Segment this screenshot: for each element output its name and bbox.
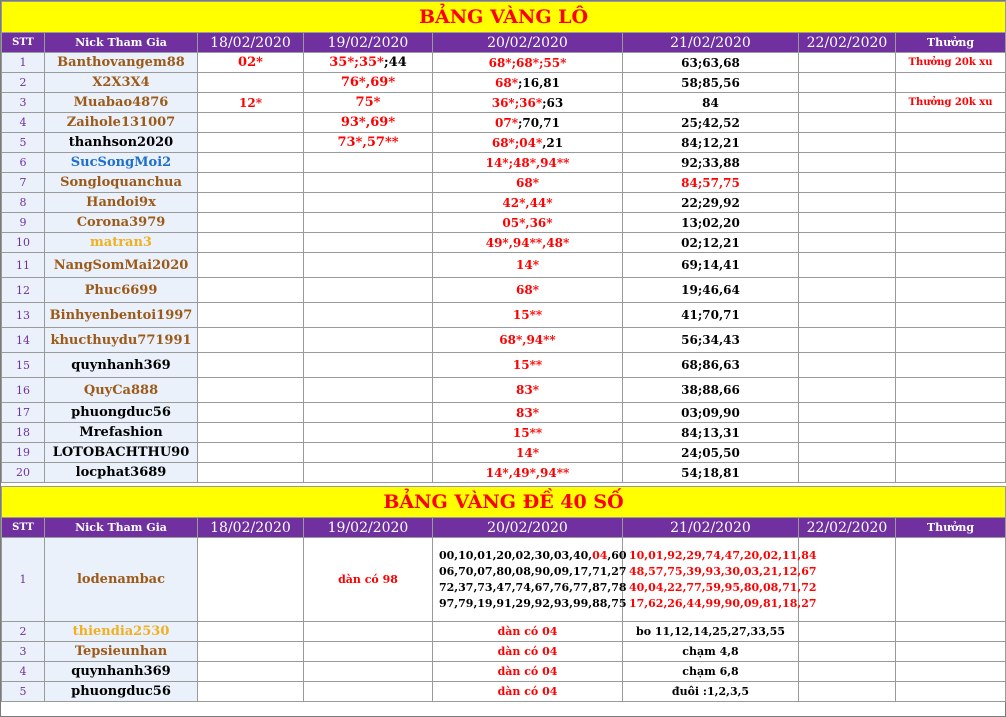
cell-reward (896, 682, 1006, 702)
cell-reward (896, 328, 1006, 353)
row-nick: locphat3689 (45, 463, 198, 483)
cell-20: 15** (433, 353, 623, 378)
cell-20: 14*,49*,94** (433, 463, 623, 483)
row-stt: 4 (2, 113, 45, 133)
cell-19 (304, 253, 433, 278)
cell-18 (198, 233, 304, 253)
cell-21-number-list (623, 538, 817, 622)
cell-reward (896, 73, 1006, 93)
cell-21: chạm 4,8 (623, 642, 799, 662)
cell-reward (896, 133, 1006, 153)
row-stt: 18 (2, 423, 45, 443)
cell-21: đuôi :1,2,3,5 (623, 682, 799, 702)
cell-18 (198, 423, 304, 443)
cell-22 (799, 443, 896, 463)
number-text: ,60 (607, 548, 627, 562)
cell-21: 56;34,43 (623, 328, 799, 353)
cell-21: 41;70,71 (623, 303, 799, 328)
cell-19: dàn có 98 (304, 538, 433, 622)
cell-18 (198, 253, 304, 278)
row-stt: 4 (2, 662, 45, 682)
cell-20: 68*,94** (433, 328, 623, 353)
cell-19 (304, 403, 433, 423)
row-stt: 2 (2, 622, 45, 642)
cell-18 (198, 378, 304, 403)
row-nick: Mrefashion (45, 423, 198, 443)
row-nick: QuyCa888 (45, 378, 198, 403)
cell-20-hit: 07* (495, 115, 518, 130)
row-stt: 15 (2, 353, 45, 378)
cell-21: 03;09,90 (623, 403, 799, 423)
cell-18 (198, 353, 304, 378)
row-stt: 13 (2, 303, 45, 328)
cell-19 (304, 233, 433, 253)
cell-18 (198, 642, 304, 662)
cell-reward (896, 662, 1006, 682)
cell-21: 92;33,88 (623, 153, 799, 173)
cell-22 (799, 278, 896, 303)
row-nick: phuongduc56 (45, 403, 198, 423)
row-stt: 17 (2, 403, 45, 423)
cell-18 (198, 682, 304, 702)
row-stt: 3 (2, 642, 45, 662)
cell-21: 84;12,21 (623, 133, 799, 153)
cell-18 (198, 303, 304, 328)
cell-22 (799, 113, 896, 133)
cell-reward: Thưởng 20k xu (896, 93, 1006, 113)
cell-21: 02;12,21 (623, 233, 799, 253)
cell-20: 15** (433, 303, 623, 328)
cell-18 (198, 278, 304, 303)
cell-reward (896, 622, 1006, 642)
cell-21: 24;05,50 (623, 443, 799, 463)
cell-19 (304, 153, 433, 173)
header-stt: STT (2, 33, 45, 53)
table-row (2, 193, 1006, 213)
cell-19 (304, 173, 433, 193)
cell-19 (304, 193, 433, 213)
cell-20: 49*,94**,48* (433, 233, 623, 253)
cell-20-miss: ;70,71 (517, 115, 560, 130)
cell-reward (896, 213, 1006, 233)
cell-20 (433, 133, 623, 153)
cell-22 (799, 423, 896, 443)
table-row (2, 53, 1006, 73)
table-row (2, 173, 1006, 193)
number-line: 97,79,19,91,29,92,93,99,88,75 (439, 596, 627, 610)
cell-21: 22;29,92 (623, 193, 799, 213)
table-row (2, 233, 1006, 253)
cell-22 (799, 328, 896, 353)
cell-20: 05*,36* (433, 213, 623, 233)
cell-19 (304, 622, 433, 642)
number-line: 40,04,22,77,59,95,80,08,71,72 (629, 580, 817, 594)
cell-reward (896, 153, 1006, 173)
cell-reward (896, 173, 1006, 193)
row-stt: 6 (2, 153, 45, 173)
cell-22 (799, 213, 896, 233)
results-table (1, 1, 1006, 702)
table-row (2, 443, 1006, 463)
lo-title: BẢNG VÀNG LÔ (2, 2, 1006, 33)
number-line: 48,57,75,39,93,30,03,21,12,67 (629, 564, 817, 578)
cell-20: 68*;68*;55* (433, 53, 623, 73)
cell-20: dàn có 04 (433, 642, 623, 662)
cell-19: 76*,69* (304, 73, 433, 93)
cell-19 (304, 353, 433, 378)
cell-20 (433, 93, 623, 113)
row-stt: 8 (2, 193, 45, 213)
cell-19-hit: 35*;35* (329, 55, 384, 70)
table-row (2, 133, 1006, 153)
number-line: 17,62,26,44,99,90,09,81,18,27 (629, 596, 817, 610)
cell-22 (799, 73, 896, 93)
cell-19 (304, 423, 433, 443)
cell-reward (896, 378, 1006, 403)
row-stt: 2 (2, 73, 45, 93)
cell-reward (896, 113, 1006, 133)
cell-21: 69;14,41 (623, 253, 799, 278)
cell-20: dàn có 04 (433, 662, 623, 682)
cell-21: 19;46,64 (623, 278, 799, 303)
cell-20: 14* (433, 253, 623, 278)
cell-22 (799, 153, 896, 173)
row-stt: 11 (2, 253, 45, 278)
row-nick: thiendia2530 (45, 622, 198, 642)
header-date-19: 19/02/2020 (304, 518, 433, 538)
header-date-21: 21/02/2020 (623, 518, 799, 538)
cell-reward (896, 642, 1006, 662)
cell-20-hit: 68*;04* (491, 135, 543, 150)
cell-reward (896, 538, 1006, 622)
cell-18 (198, 213, 304, 233)
row-nick: Songloquanchua (45, 173, 198, 193)
row-nick: thanhson2020 (45, 133, 198, 153)
number-line: 06,70,07,80,08,90,09,17,71,27 (439, 564, 627, 578)
row-nick: Zaihole131007 (45, 113, 198, 133)
cell-19 (304, 463, 433, 483)
table-row (2, 463, 1006, 483)
number-text: 00,10,01,20,02,30,03,40, (439, 548, 593, 562)
table-row (2, 403, 1006, 423)
row-nick: Phuc6699 (45, 278, 198, 303)
cell-reward (896, 443, 1006, 463)
cell-21: 68;86,63 (623, 353, 799, 378)
header-stt: STT (2, 518, 45, 538)
cell-21: 63;63,68 (623, 53, 799, 73)
cell-21: 58;85,56 (623, 73, 799, 93)
cell-22 (799, 233, 896, 253)
row-nick: Binhyenbentoi1997 (45, 303, 198, 328)
table-row (2, 642, 1006, 662)
cell-22 (799, 403, 896, 423)
row-nick: LOTOBACHTHU90 (45, 443, 198, 463)
row-stt: 1 (2, 538, 45, 622)
header-reward: Thưởng (896, 33, 1006, 53)
header-date-20: 20/02/2020 (433, 33, 623, 53)
cell-20: 15** (433, 423, 623, 443)
cell-20-miss: ;16,81 (517, 75, 560, 90)
cell-22 (799, 173, 896, 193)
row-stt: 9 (2, 213, 45, 233)
cell-18 (198, 133, 304, 153)
cell-22 (799, 642, 896, 662)
cell-21: bo 11,12,14,25,27,33,55 (623, 622, 799, 642)
cell-20-miss: ;63 (542, 95, 564, 110)
cell-18 (198, 193, 304, 213)
cell-18 (198, 538, 304, 622)
header-date-21: 21/02/2020 (623, 33, 799, 53)
row-stt: 5 (2, 133, 45, 153)
number-line (433, 548, 627, 564)
cell-18 (198, 153, 304, 173)
row-nick: lodenambac (45, 538, 198, 622)
cell-20: 83* (433, 403, 623, 423)
cell-21: 38;88,66 (623, 378, 799, 403)
row-nick: Muabao4876 (45, 93, 198, 113)
cell-22 (799, 682, 896, 702)
cell-19: 93*,69* (304, 113, 433, 133)
header-date-18: 18/02/2020 (198, 33, 304, 53)
cell-22 (799, 463, 896, 483)
table-row (2, 303, 1006, 328)
cell-18 (198, 173, 304, 193)
cell-19 (304, 682, 433, 702)
row-nick: phuongduc56 (45, 682, 198, 702)
cell-19 (304, 443, 433, 463)
cell-reward (896, 278, 1006, 303)
cell-20: 68* (433, 278, 623, 303)
cell-19 (304, 662, 433, 682)
cell-20-hit: 36*;36* (491, 95, 543, 110)
table-row (2, 113, 1006, 133)
table-row (2, 682, 1006, 702)
cell-22 (799, 53, 896, 73)
table-row (2, 278, 1006, 303)
cell-21: 84;57,75 (623, 173, 799, 193)
cell-18: 02* (198, 53, 304, 73)
de-title: BẢNG VÀNG ĐỀ 40 SỐ (2, 487, 1006, 518)
cell-20 (433, 73, 623, 93)
row-stt: 14 (2, 328, 45, 353)
cell-19 (304, 213, 433, 233)
cell-reward (896, 353, 1006, 378)
cell-20: 42*,44* (433, 193, 623, 213)
cell-21: 84 (623, 93, 799, 113)
cell-18: 12* (198, 93, 304, 113)
table-row (2, 622, 1006, 642)
cell-22 (799, 378, 896, 403)
header-reward: Thưởng (896, 518, 1006, 538)
cell-20 (433, 113, 623, 133)
row-stt: 7 (2, 173, 45, 193)
table-row (2, 378, 1006, 403)
de-title-row (2, 487, 1006, 518)
cell-21: 54;18,81 (623, 463, 799, 483)
cell-22 (799, 93, 896, 113)
cell-19 (304, 53, 433, 73)
cell-20: 14*;48*,94** (433, 153, 623, 173)
cell-reward (896, 233, 1006, 253)
table-row (2, 353, 1006, 378)
header-nick: Nick Tham Gia (45, 518, 198, 538)
table-row (2, 328, 1006, 353)
header-date-22: 22/02/2020 (799, 33, 896, 53)
number-line: 10,01,92,29,74,47,20,02,11,84 (629, 548, 817, 562)
row-nick: Handoi9x (45, 193, 198, 213)
de-header-row (2, 518, 1006, 538)
cell-18 (198, 403, 304, 423)
cell-19 (304, 303, 433, 328)
cell-21: 13;02,20 (623, 213, 799, 233)
cell-20-number-list (433, 538, 627, 622)
cell-20: 83* (433, 378, 623, 403)
table-row (2, 73, 1006, 93)
cell-20-miss: ,21 (542, 135, 564, 150)
cell-reward (896, 303, 1006, 328)
lo-title-row (2, 2, 1006, 33)
table-row (2, 662, 1006, 682)
cell-18 (198, 662, 304, 682)
table-row (2, 538, 1006, 622)
cell-21: 25;42,52 (623, 113, 799, 133)
cell-18 (198, 443, 304, 463)
row-nick: matran3 (45, 233, 198, 253)
cell-20: 68* (433, 173, 623, 193)
cell-reward (896, 463, 1006, 483)
header-nick: Nick Tham Gia (45, 33, 198, 53)
row-nick: Corona3979 (45, 213, 198, 233)
cell-21: 84;13,31 (623, 423, 799, 443)
row-stt: 10 (2, 233, 45, 253)
cell-19 (304, 328, 433, 353)
cell-22 (799, 662, 896, 682)
cell-22 (799, 303, 896, 328)
row-stt: 19 (2, 443, 45, 463)
number-line: 72,37,73,47,74,67,76,77,87,78 (439, 580, 627, 594)
cell-18 (198, 622, 304, 642)
row-nick: X2X3X4 (45, 73, 198, 93)
row-nick: quynhanh369 (45, 353, 198, 378)
cell-reward (896, 193, 1006, 213)
cell-19 (304, 278, 433, 303)
row-nick: Tepsieunhan (45, 642, 198, 662)
cell-22 (799, 193, 896, 213)
cell-19 (304, 642, 433, 662)
number-hit: 04 (592, 548, 608, 562)
table-row (2, 423, 1006, 443)
cell-reward (896, 423, 1006, 443)
row-nick: NangSomMai2020 (45, 253, 198, 278)
cell-22 (799, 353, 896, 378)
cell-18 (198, 73, 304, 93)
header-date-20: 20/02/2020 (433, 518, 623, 538)
table-row (2, 93, 1006, 113)
table-row (2, 253, 1006, 278)
row-stt: 20 (2, 463, 45, 483)
row-stt: 12 (2, 278, 45, 303)
cell-18 (198, 463, 304, 483)
cell-18 (198, 113, 304, 133)
row-stt: 16 (2, 378, 45, 403)
cell-22 (799, 133, 896, 153)
cell-19-miss: ;44 (383, 55, 407, 70)
cell-reward (896, 253, 1006, 278)
cell-19: 73*,57** (304, 133, 433, 153)
header-date-19: 19/02/2020 (304, 33, 433, 53)
row-nick: khucthuydu771991 (45, 328, 198, 353)
cell-19 (304, 378, 433, 403)
header-date-18: 18/02/2020 (198, 518, 304, 538)
row-stt: 3 (2, 93, 45, 113)
cell-20-hit: 68* (495, 75, 518, 90)
header-date-22: 22/02/2020 (799, 518, 896, 538)
table-row (2, 213, 1006, 233)
cell-22 (799, 622, 896, 642)
cell-20: dàn có 04 (433, 622, 623, 642)
row-nick: quynhanh369 (45, 662, 198, 682)
cell-19: 75* (304, 93, 433, 113)
row-stt: 5 (2, 682, 45, 702)
table-row (2, 153, 1006, 173)
cell-20: dàn có 04 (433, 682, 623, 702)
row-nick: SucSongMoi2 (45, 153, 198, 173)
row-stt: 1 (2, 53, 45, 73)
cell-reward (896, 403, 1006, 423)
cell-22 (799, 253, 896, 278)
cell-21: chạm 6,8 (623, 662, 799, 682)
lo-header-row (2, 33, 1006, 53)
cell-20: 14* (433, 443, 623, 463)
cell-reward: Thưởng 20k xu (896, 53, 1006, 73)
cell-18 (198, 328, 304, 353)
row-nick: Banthovangem88 (45, 53, 198, 73)
